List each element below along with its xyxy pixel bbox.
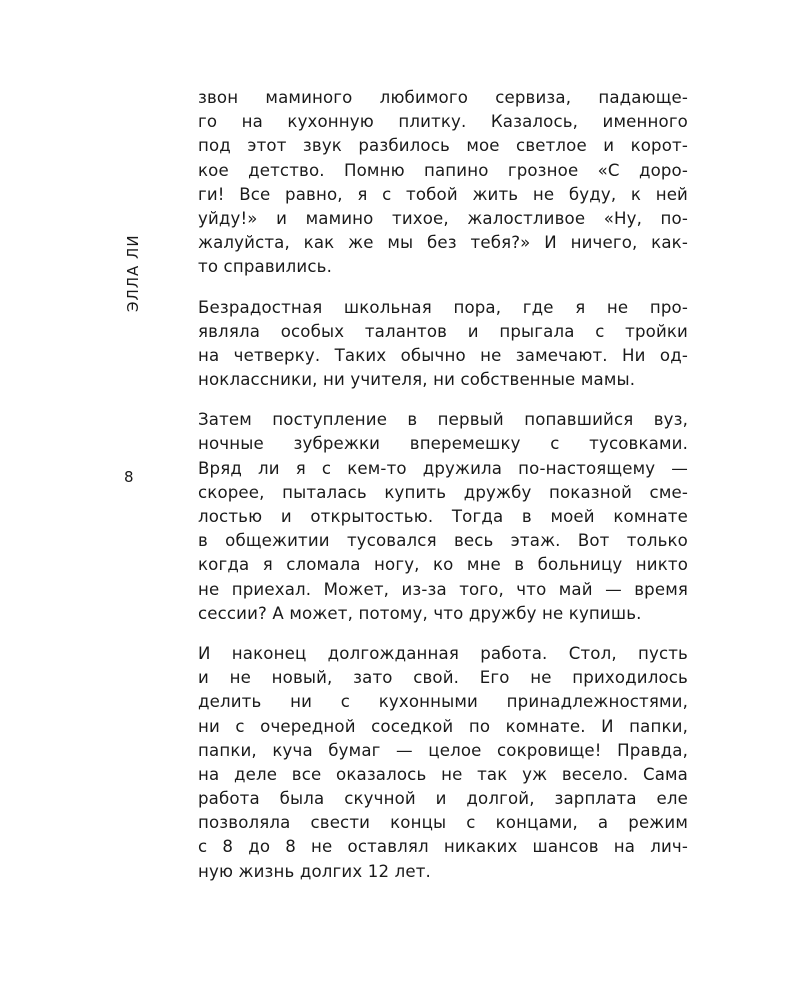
text-line: кое детство. Помню папино грозное «С доро- [198,160,688,180]
text-line: ную жизнь долгих 12 лет. [198,861,431,881]
text-line: И наконец долгожданная работа. Стол, пусть [198,643,688,663]
text-line: позволяла свести концы с концами, а режим [198,813,688,833]
text-line: уйду!» и мамино тихое, жалостливое «Ну, по- [198,208,688,228]
text-line: го на кухонную плитку. Казалось, именного [198,112,688,132]
text-line: являла особых талантов и прыгала с тройки [198,321,688,341]
text-line: на четверку. Таких обычно не замечают. Ни од- [198,345,688,365]
paragraph-2 [198,296,688,393]
page-number: 8 [124,468,134,486]
text-line: не приехал. Может, из-за того, что май — время [198,579,688,599]
text-line: ги! Все равно, я с тобой жить не буду, к ней [198,184,688,204]
text-line: на деле все оказалось не так уж весело. Сама [198,764,688,784]
paragraph-4 [198,642,688,884]
text-line: когда я сломала ногу, ко мне в больницу никто [198,555,688,575]
text-line: с 8 до 8 не оставлял никаких шансов на лич- [198,837,688,857]
text-line: под этот звук разбилось мое светлое и корот- [198,136,688,156]
text-line: делить ни с кухонными принадлежностями, [198,692,688,712]
text-line: ноклассники, ни учителя, ни собственные мамы. [198,370,636,390]
text-line: Вряд ли я с кем-то дружила по-настоящему — [198,458,688,478]
paragraph-3 [198,408,688,626]
text-line: ни с очередной соседкой по комнате. И папки, [198,716,688,736]
text-line: сессии? А может, потому, что дружбу не купишь. [198,603,642,623]
body-text [198,86,688,900]
text-line: в общежитии тусовался весь этаж. Вот только [198,531,688,551]
text-line: Затем поступление в первый попавшийся вуз, [198,410,688,430]
text-line: то справились. [198,257,332,277]
running-head [124,232,144,312]
text-line: ночные зубрежки вперемешку с тусовками. [198,434,688,454]
text-line: звон маминого любимого сервиза, падающе- [198,88,688,107]
text-line: и не новый, зато свой. Его не приходилось [198,668,688,688]
text-line: скорее, пыталась купить дружбу показной сме- [198,482,688,502]
text-line: лостью и открытостью. Тогда в моей комнате [198,507,688,526]
text-line: работа была скучной и долгой, зарплата еле [198,789,688,809]
text-line: жалуйста, как же мы без тебя?» И ничего, как- [198,233,688,253]
text-line: Безрадостная школьная пора, где я не про- [198,297,688,317]
text-line: папки, куча бумаг — целое сокровище! Правда, [198,740,688,760]
paragraph-1 [198,86,688,280]
author-name: ЭЛЛА ЛИ [124,234,142,312]
